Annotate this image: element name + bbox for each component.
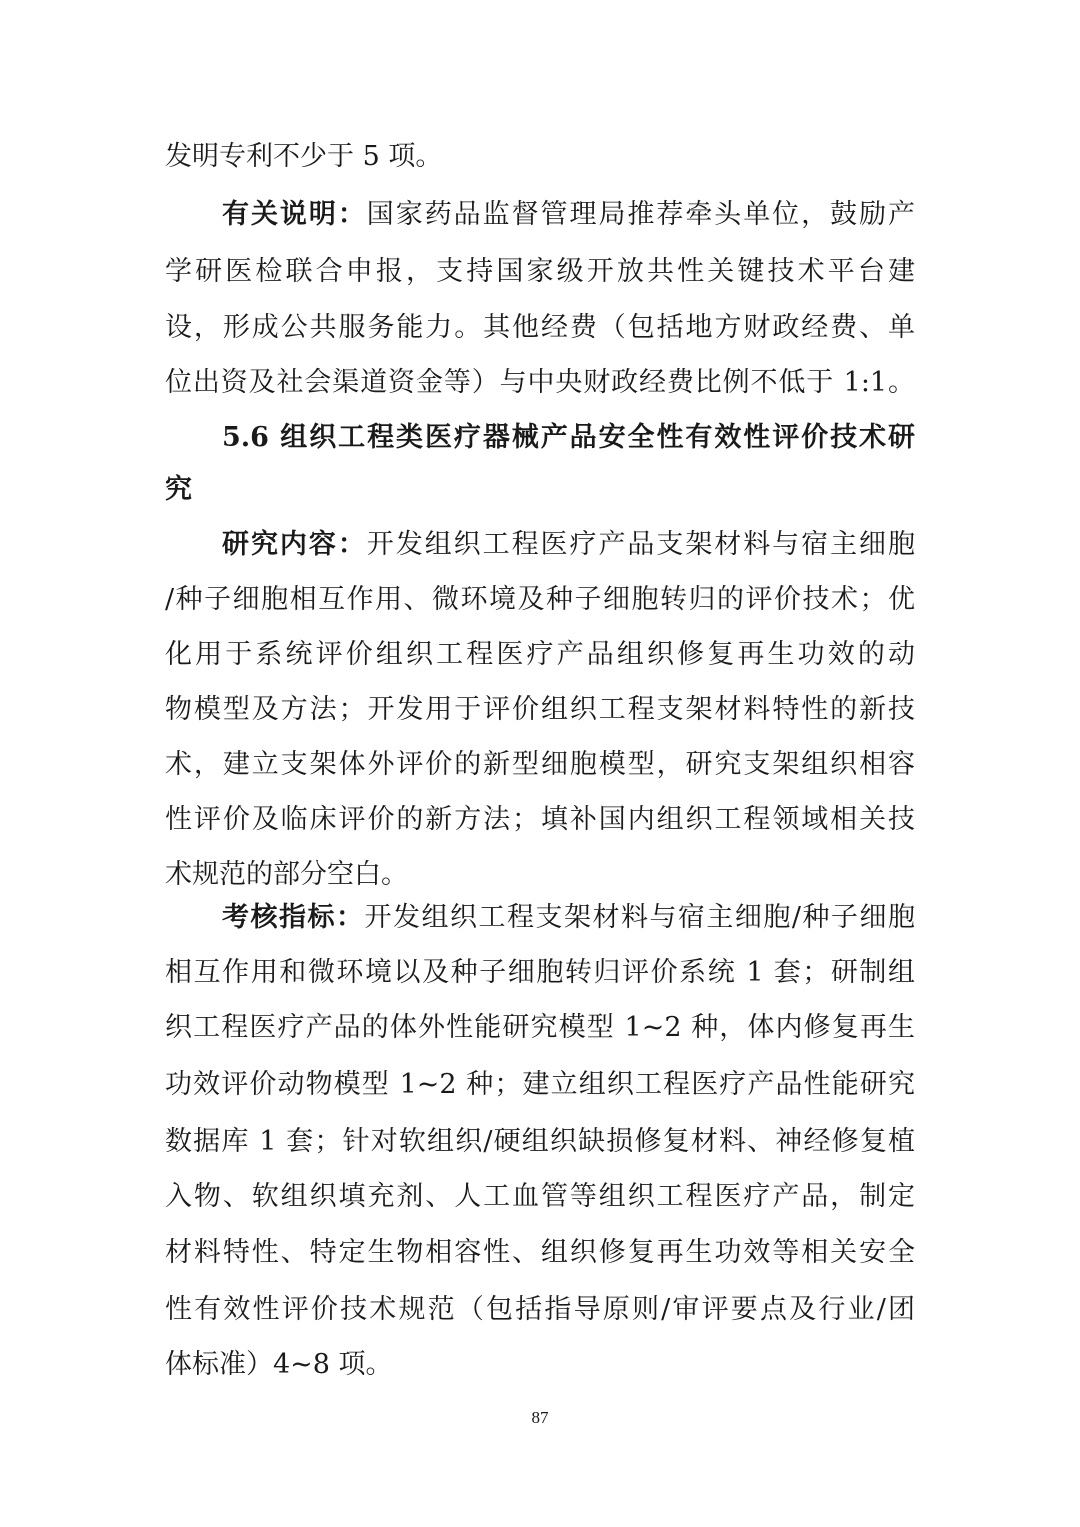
text-span: 开发组织工程支架材料与宿主细胞/种子细胞	[364, 902, 915, 933]
text-line: 数据库 1 套；针对软组织/硬组织缺损修复材料、神经修复植	[165, 1126, 915, 1157]
text-span: 开发组织工程医疗产品支架材料与宿主细胞	[366, 529, 916, 560]
text-line: 材料特性、特定生物相容性、组织修复再生功效等相关安全	[165, 1237, 915, 1268]
text-line: 化用于系统评价组织工程医疗产品组织修复再生功效的动	[165, 639, 915, 670]
page-number: 87	[531, 1408, 549, 1427]
text-line: 性有效性评价技术规范（包括指导原则/审评要点及行业/团	[165, 1294, 915, 1325]
text-line	[222, 525, 915, 565]
text-line: 术规范的部分空白。	[165, 859, 408, 890]
text-line: 物模型及方法；开发用于评价组织工程支架材料特性的新技	[165, 694, 915, 725]
text-line: 织工程医疗产品的体外性能研究模型 1~2 种，体内修复再生	[165, 1012, 915, 1043]
heading-line: 5.6 组织工程类医疗器械产品安全性有效性评价技术研	[222, 422, 915, 453]
text-line	[222, 898, 915, 938]
heading-line: 究	[165, 474, 192, 505]
text-line: 性评价及临床评价的新方法；填补国内组织工程领域相关技	[165, 804, 915, 835]
text-line: 相互作用和微环境以及种子细胞转归评价系统 1 套；研制组	[165, 957, 915, 988]
research-label: 研究内容：	[222, 529, 367, 560]
text-line: /种子细胞相互作用、微环境及种子细胞转归的评价技术；优	[165, 584, 915, 615]
text-line: 发明专利不少于 5 项。	[165, 141, 443, 172]
text-line: 学研医检联合申报，支持国家级开放共性关键技术平台建	[165, 256, 915, 287]
text-line: 位出资及社会渠道资金等）与中央财政经费比例不低于 1:1。	[165, 367, 915, 398]
assessment-label: 考核指标：	[222, 902, 365, 933]
text-line	[222, 195, 915, 235]
text-line: 入物、软组织填充剂、人工血管等组织工程医疗产品，制定	[165, 1181, 915, 1212]
text-line: 术，建立支架体外评价的新型细胞模型，研究支架组织相容	[165, 749, 915, 780]
text-span: 国家药品监督管理局推荐牵头单位，鼓励产	[366, 199, 916, 230]
text-line: 体标准）4~8 项。	[165, 1349, 393, 1380]
text-line: 设，形成公共服务能力。其他经费（包括地方财政经费、单	[165, 312, 915, 343]
notes-label: 有关说明：	[222, 199, 367, 230]
text-line: 功效评价动物模型 1~2 种；建立组织工程医疗产品性能研究	[165, 1069, 915, 1100]
